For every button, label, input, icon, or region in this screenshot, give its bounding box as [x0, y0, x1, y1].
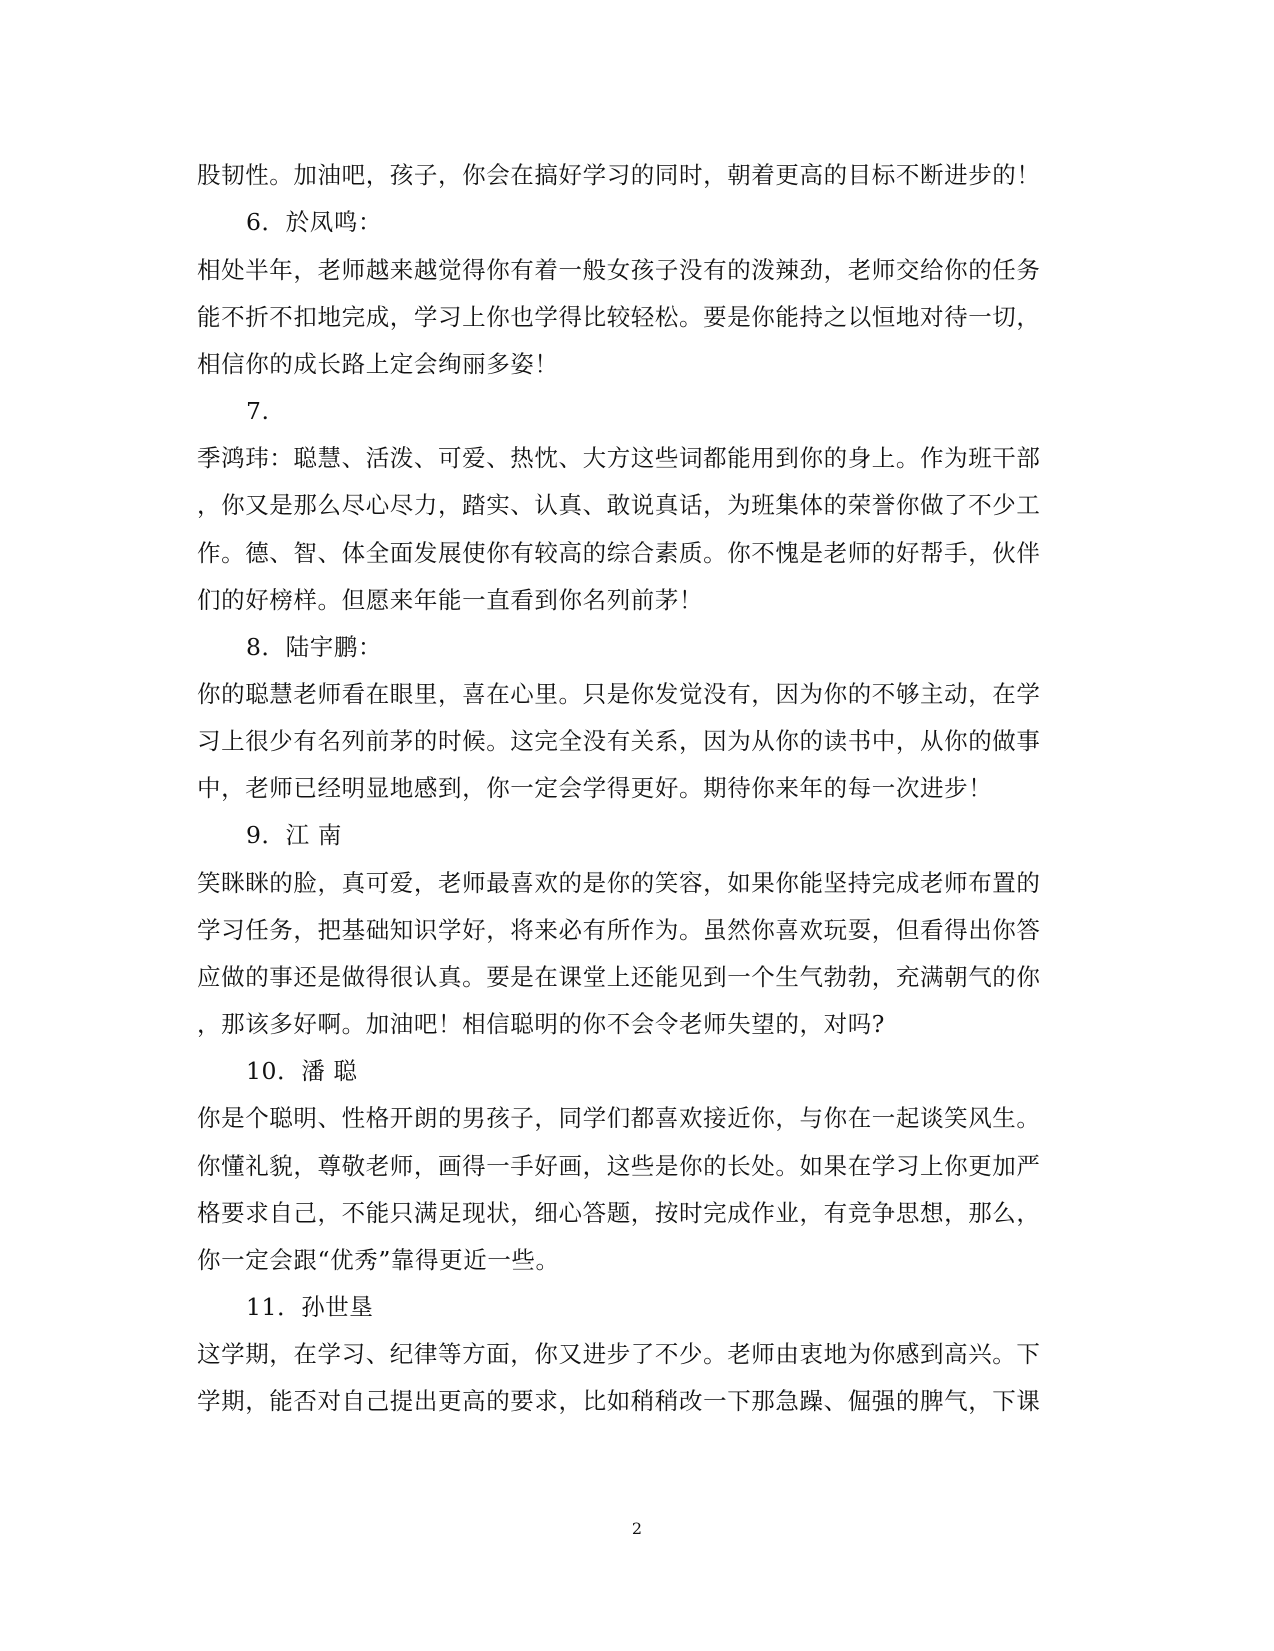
text-line: 股韧性。加油吧，孩子，你会在搞好学习的同时，朝着更高的目标不断进步的！	[197, 161, 1041, 189]
text-line: ，那该多好啊。加油吧！相信聪明的你不会令老师失望的，对吗?	[197, 1010, 885, 1038]
text-line: 应做的事还是做得很认真。要是在课堂上还能见到一个生气勃勃，充满朝气的你	[197, 963, 1041, 991]
text-line: 格要求自己，不能只满足现状，细心答题，按时完成作业，有竞争思想，那么，	[197, 1199, 1041, 1227]
page-number: 2	[631, 1519, 643, 1538]
text-line: 作。德、智、体全面发展使你有较高的综合素质。你不愧是老师的好帮手，伙伴	[197, 539, 1041, 567]
text-line: 你懂礼貌，尊敬老师，画得一手好画，这些是你的长处。如果在学习上你更加严	[197, 1152, 1041, 1180]
entry-heading: 8．陆宇鹏：	[246, 633, 383, 661]
text-line: 相信你的成长路上定会绚丽多姿！	[197, 350, 559, 378]
entry-heading: 9．江 南	[246, 821, 342, 849]
text-line: 笑眯眯的脸，真可爱，老师最喜欢的是你的笑容，如果你能坚持完成老师布置的	[197, 869, 1041, 897]
text-line: 你的聪慧老师看在眼里，喜在心里。只是你发觉没有，因为你的不够主动，在学	[197, 680, 1041, 708]
text-line: 这学期，在学习、纪律等方面，你又进步了不少。老师由衷地为你感到高兴。下	[197, 1340, 1041, 1368]
text-line: 能不折不扣地完成，学习上你也学得比较轻松。要是你能持之以恒地对待一切，	[197, 303, 1041, 331]
entry-heading: 6．於凤鸣：	[246, 208, 383, 236]
entry-heading: 11．孙世垦	[246, 1293, 374, 1321]
text-line: 相处半年，老师越来越觉得你有着一般女孩子没有的泼辣劲，老师交给你的任务	[197, 256, 1041, 284]
text-line: ，你又是那么尽心尽力，踏实、认真、敢说真话，为班集体的荣誉你做了不少工	[197, 491, 1041, 519]
text-line: 们的好榜样。但愿来年能一直看到你名列前茅！	[197, 586, 704, 614]
text-line: 中，老师已经明显地感到，你一定会学得更好。期待你来年的每一次进步！	[197, 774, 993, 802]
entry-heading: 10．潘 聪	[246, 1057, 358, 1085]
text-line: 季鸿玮：聪慧、活泼、可爱、热忱、大方这些词都能用到你的身上。作为班干部	[197, 444, 1041, 472]
entry-heading: 7.	[246, 397, 270, 425]
text-line: 你一定会跟“优秀”靠得更近一些。	[197, 1246, 560, 1274]
text-line: 学期，能否对自己提出更高的要求，比如稍稍改一下那急躁、倔强的脾气，下课	[197, 1387, 1041, 1415]
text-line: 你是个聪明、性格开朗的男孩子，同学们都喜欢接近你，与你在一起谈笑风生。	[197, 1104, 1041, 1132]
text-line: 学习任务，把基础知识学好，将来必有所作为。虽然你喜欢玩耍，但看得出你答	[197, 916, 1041, 944]
text-line: 习上很少有名列前茅的时候。这完全没有关系，因为从你的读书中，从你的做事	[197, 727, 1041, 755]
